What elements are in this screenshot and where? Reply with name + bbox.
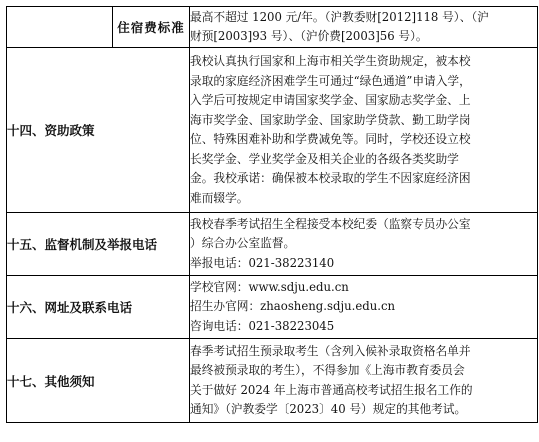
financial-aid-content — [190, 48, 538, 213]
content-line: 财预[2003]93 号）、（沪价费[2003]56 号）。 — [190, 29, 428, 43]
content-line: 招生办官网：zhaosheng.sdju.edu.cn — [190, 299, 396, 314]
supervision-label: 十五、监督机制及举报电话 — [7, 213, 190, 276]
financial-aid-label: 十四、资助政策 — [7, 48, 190, 213]
content-line: 金。我校承诺：确保被本校录取的学生不因家庭经济困 — [190, 171, 471, 185]
content-line: 春季考试招生预录取考生（含列入候补录取资格名单并 — [190, 343, 471, 358]
content-line: 我校春季考试招生全程接受本校纪委（监察专员办公室 — [190, 216, 471, 231]
other-notes-content — [190, 339, 538, 423]
table-row-financial-aid — [7, 48, 538, 213]
content-line: 学校官网：www.sdju.edu.cn — [190, 279, 349, 294]
blank-cell — [7, 7, 113, 48]
contact-label: 十六、网址及联系电话 — [7, 276, 190, 339]
contact-content — [190, 276, 538, 339]
content-line: 最终被预录取的考生），不得参加《上海市教育委员会 — [190, 363, 465, 377]
content-line: 通知》（沪教委学〔2023〕40 号）规定的其他考试。 — [190, 402, 467, 416]
content-line: 举报电话：021-38223140 — [190, 255, 335, 270]
accommodation-fee-label: 住宿费标准 — [113, 7, 190, 48]
content-line: 最高不超过 1200 元/年。（沪教委财[2012]118 号）、（沪 — [190, 9, 489, 24]
content-line: 咨询电话：021-38223045 — [190, 318, 335, 333]
content-line: 录取的家庭经济困难学生可通过“绿色通道”申请入学， — [190, 73, 471, 88]
table-row-other-notes — [7, 339, 538, 423]
supervision-content — [190, 213, 538, 276]
content-line: 位、特殊困难补助和学费减免等。同时，学校还设立校 — [190, 132, 471, 146]
table-row-contact — [7, 276, 538, 339]
content-line: 入学后可按规定申请国家奖学金、国家励志奖学金、上 — [190, 93, 471, 107]
content-line: 关于做好 2024 年上海市普通高校考试招生报名工作的 — [190, 382, 473, 397]
content-line: 海市奖学金、国家助学金、国家助学贷款、勤工助学岗 — [190, 112, 471, 127]
content-line: ）综合办公室监督。 — [190, 236, 296, 251]
content-line: 长奖学金、学业奖学金及相关企业的各级各类奖助学 — [190, 151, 459, 166]
content-line: 我校认真执行国家和上海市相关学生资助规定，被本校 — [190, 54, 471, 68]
policy-table — [6, 6, 538, 423]
content-line: 难而辍学。 — [190, 190, 249, 205]
table-row-supervision — [7, 213, 538, 276]
other-notes-label: 十七、其他须知 — [7, 339, 190, 423]
table-row-accommodation-fee — [7, 7, 538, 48]
accommodation-fee-content — [190, 7, 538, 48]
